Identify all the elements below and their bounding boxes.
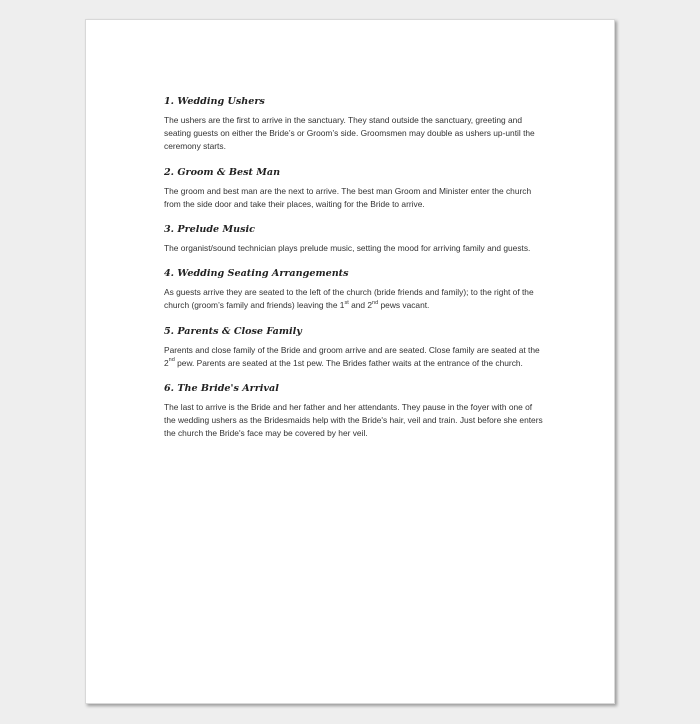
body-text: pew. Parents are seated at the 1st pew. The Brides father waits at the entrance of the church. <box>174 357 523 368</box>
section-body: The organist/sound technician plays prelude music, setting the mood for arriving family and guests. <box>164 243 531 254</box>
body-text: Parents and close family of the Bride and groom arrive and are seated. Close family are seated at the 2 <box>164 344 540 368</box>
section-wedding-ushers <box>164 96 544 154</box>
document-content <box>164 96 544 454</box>
section-body: The groom and best man are the next to arrive. The best man Groom and Minister enter the church from the side door and take their places, waiting for the Bride to arrive. <box>164 185 532 209</box>
section-brides-arrival <box>164 383 544 441</box>
section-heading: 2. Groom & Best Man <box>164 166 281 178</box>
section-seating-arrangements <box>164 268 544 312</box>
section-heading: 5. Parents & Close Family <box>164 325 302 337</box>
body-text: and 2 <box>348 300 373 311</box>
section-body: The ushers are the first to arrive in the sanctuary. They stand outside the sanctuary, greeting and seating guests on either the Bride’s or Groom’s side. Groomsmen may double as ushers up-until the ceremony starts. <box>164 115 535 152</box>
section-prelude-music <box>164 224 544 255</box>
section-heading: 4. Wedding Seating Arrangements <box>164 268 349 280</box>
section-body <box>164 344 544 370</box>
section-heading: 6. The Bride's Arrival <box>164 383 279 395</box>
ordinal-suffix: nd <box>168 357 175 364</box>
section-body: The last to arrive is the Bride and her father and her attendants. They pause in the foyer with one of the wedding ushers as the Bridesmaids help with the Bride's hair, veil and train. Just before she enters the church the Bride's face may be covered by her veil. <box>164 402 543 439</box>
section-parents-close-family <box>164 326 544 370</box>
document-page <box>85 19 615 704</box>
section-body <box>164 286 544 312</box>
body-text: pews vacant. <box>378 300 430 311</box>
ordinal-suffix: st <box>344 299 349 306</box>
ordinal-suffix: nd <box>372 299 379 306</box>
section-heading: 3. Prelude Music <box>164 224 255 236</box>
section-groom-best-man <box>164 167 544 211</box>
body-text: As guests arrive they are seated to the left of the church (bride friends and family); to the right of the church (groom’s family and friends) leaving the 1 <box>164 287 534 311</box>
section-heading: 1. Wedding Ushers <box>164 96 265 107</box>
